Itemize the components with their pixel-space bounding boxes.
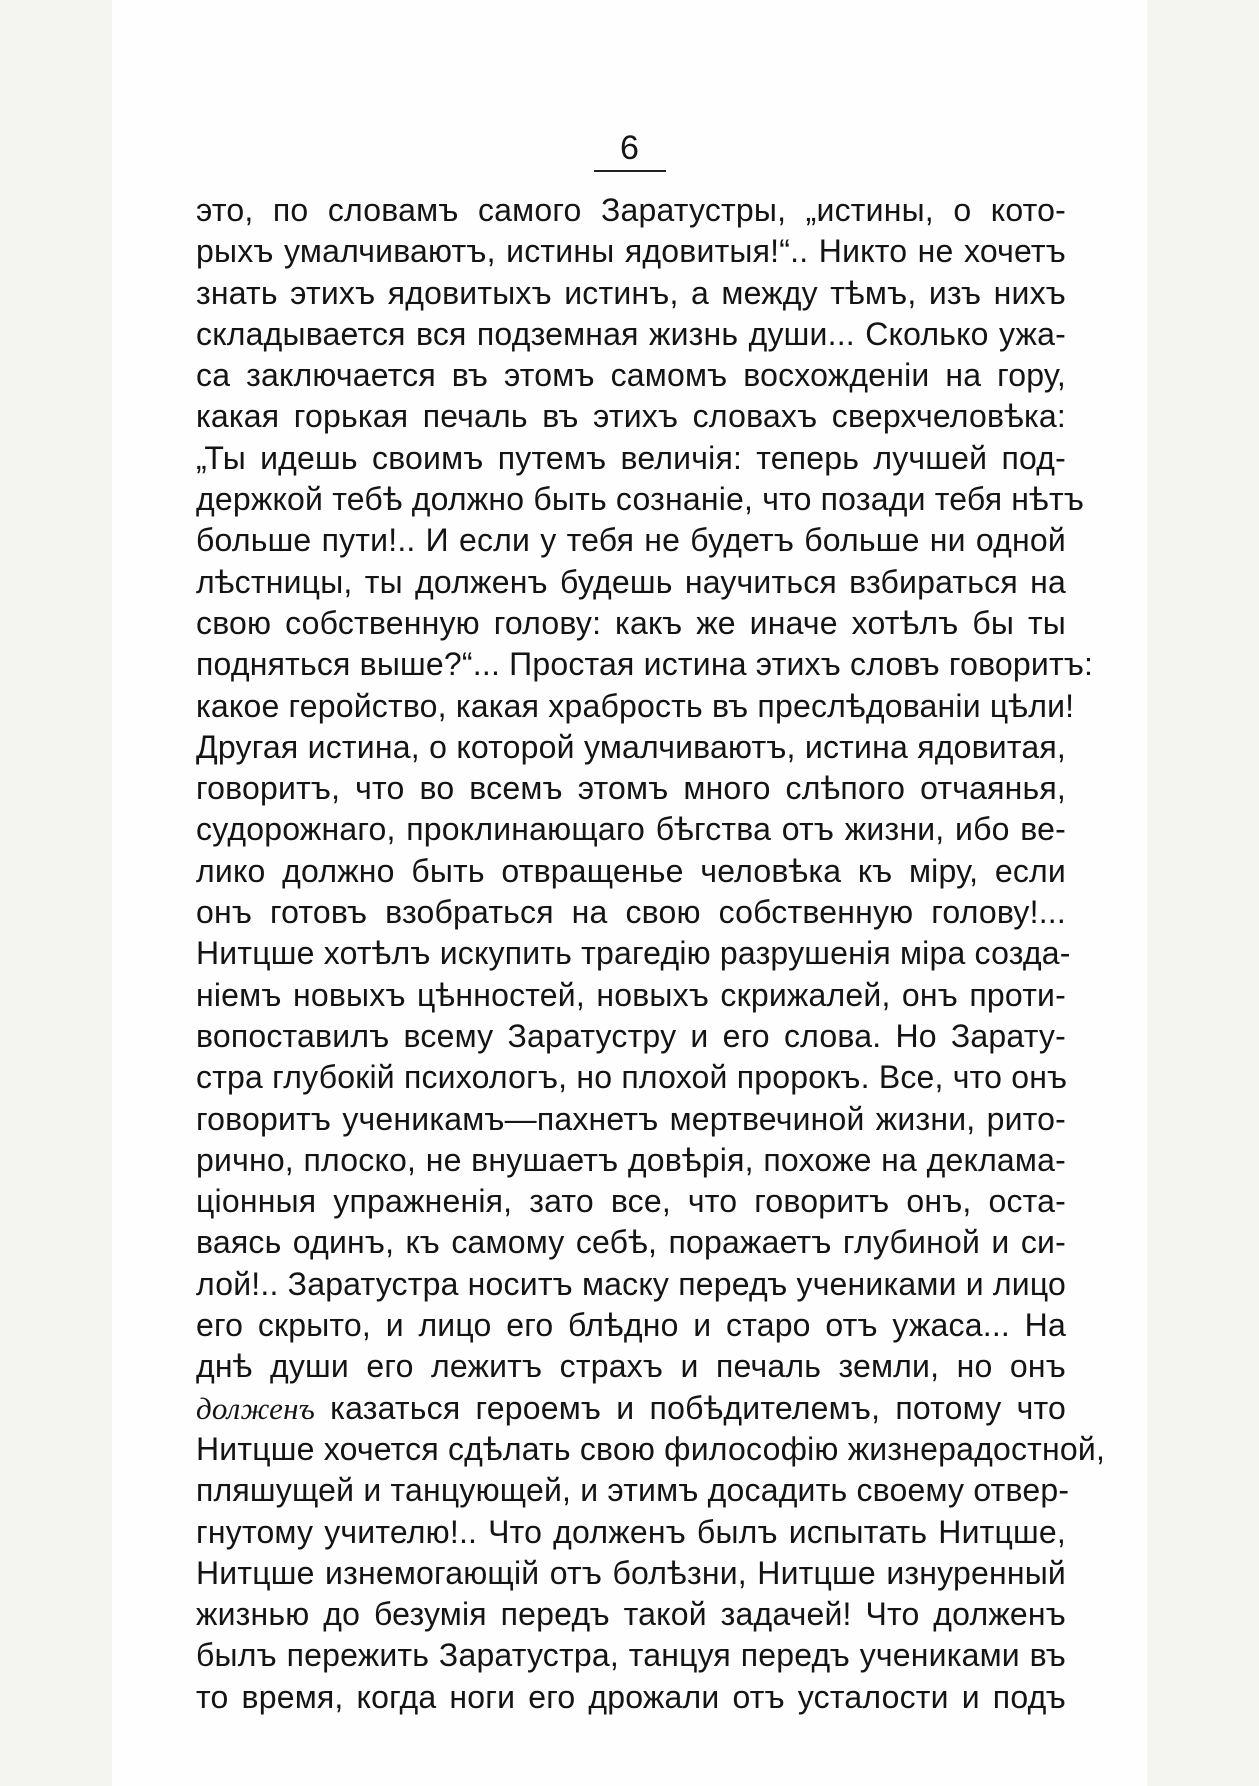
text-line-rest: казаться героемъ и побѣдителемъ, потому что: [314, 1389, 1066, 1426]
text-line: рично, плоско, не внушаетъ довѣрія, похоже на деклама-: [196, 1141, 1066, 1178]
text-line: какая горькая печаль въ этихъ словахъ сверхчеловѣка:: [196, 398, 1066, 435]
text-line: лой!.. Заратустра носитъ маску передъ учениками и лицо: [196, 1265, 1067, 1302]
text-line: это, по словамъ самого Заратустры, „истины, о кото-: [196, 192, 1066, 228]
text-line: стра глубокій психологъ, но плохой пророкъ. Все, что онъ: [196, 1059, 1068, 1096]
text-line: ніемъ новыхъ цѣнностей, новыхъ скрижалей, онъ проти-: [196, 976, 1066, 1013]
text-line: какое геройство, какая храбрость въ преслѣдованіи цѣли!: [196, 687, 1075, 724]
text-line: лико должно быть отвращенье человѣка къ міру, если: [196, 852, 1066, 889]
text-line: подняться выше?“... Простая истина этихъ словъ говоритъ:: [196, 646, 1094, 683]
body-text: [196, 190, 1106, 1718]
text-line-with-italic: [196, 1388, 1066, 1429]
text-line: Нитцше хочется сдѣлать свою философію жизнерадостной,: [196, 1430, 1106, 1467]
text-line: жизнью до безумія передъ такой задачей! Что долженъ: [196, 1596, 1066, 1633]
text-line: лѣстницы, ты долженъ будешь научиться взбираться на: [196, 563, 1066, 600]
text-line: складывается вся подземная жизнь души... Сколько ужа-: [196, 315, 1066, 352]
text-line: говоритъ, что во всемъ этомъ много слѣпого отчаянья,: [196, 770, 1066, 807]
text-line: ваясь одинъ, къ самому себѣ, поражаетъ глубиной и си-: [196, 1224, 1066, 1261]
text-line: держкой тебѣ должно быть сознаніе, что позади тебя нѣтъ: [196, 481, 1085, 518]
text-line: знать этихъ ядовитыхъ истинъ, а между тѣмъ, изъ нихъ: [196, 274, 1066, 311]
page-number: 6: [620, 129, 639, 167]
text-line: днѣ души его лежитъ страхъ и печаль земли, но онъ: [196, 1348, 1066, 1385]
text-line: вопоставилъ всему Заратустру и его слова. Но Зарату-: [196, 1017, 1066, 1054]
text-line: гнутому учителю!.. Что долженъ былъ испытать Нитцше,: [196, 1513, 1066, 1550]
italic-word: долженъ: [196, 1390, 315, 1426]
text-line: то время, когда ноги его дрожали отъ усталости и подъ: [196, 1678, 1066, 1715]
text-line: онъ готовъ взобраться на свою собственную голову!...: [196, 894, 1066, 931]
text-line: Другая истина, о которой умалчиваютъ, истина ядовитая,: [196, 728, 1066, 765]
text-line: больше пути!.. И если у тебя не будетъ больше ни одной: [196, 522, 1066, 559]
text-line: рыхъ умалчиваютъ, истины ядовитыя!“.. Никто не хочетъ: [196, 233, 1066, 270]
text-line: его скрыто, и лицо его блѣдно и старо отъ ужаса... На: [196, 1307, 1066, 1344]
text-line: пляшущей и танцующей, и этимъ досадить своему отвер-: [196, 1472, 1070, 1509]
text-line: ціонныя упражненія, зато все, что говоритъ онъ, оста-: [196, 1183, 1066, 1220]
text-line: судорожнаго, проклинающаго бѣгства отъ жизни, ибо ве-: [196, 811, 1066, 848]
text-line: былъ пережить Заратустра, танцуя передъ учениками въ: [196, 1637, 1066, 1674]
page-number-rule: [594, 170, 666, 172]
text-line: Нитцше хотѣлъ искупить трагедію разрушенія міра созда-: [196, 935, 1071, 972]
text-line: Нитцше изнемогающій отъ болѣзни, Нитцше изнуренный: [196, 1554, 1066, 1591]
text-line: говоритъ ученикамъ—пахнетъ мертвечиной жизни, рито-: [196, 1100, 1066, 1137]
text-line: свою собственную голову: какъ же иначе хотѣлъ бы ты: [196, 604, 1066, 641]
text-line: „Ты идешь своимъ путемъ величія: теперь лучшей под-: [196, 439, 1066, 476]
text-line: са заключается въ этомъ самомъ восхожденіи на гору,: [196, 357, 1066, 394]
